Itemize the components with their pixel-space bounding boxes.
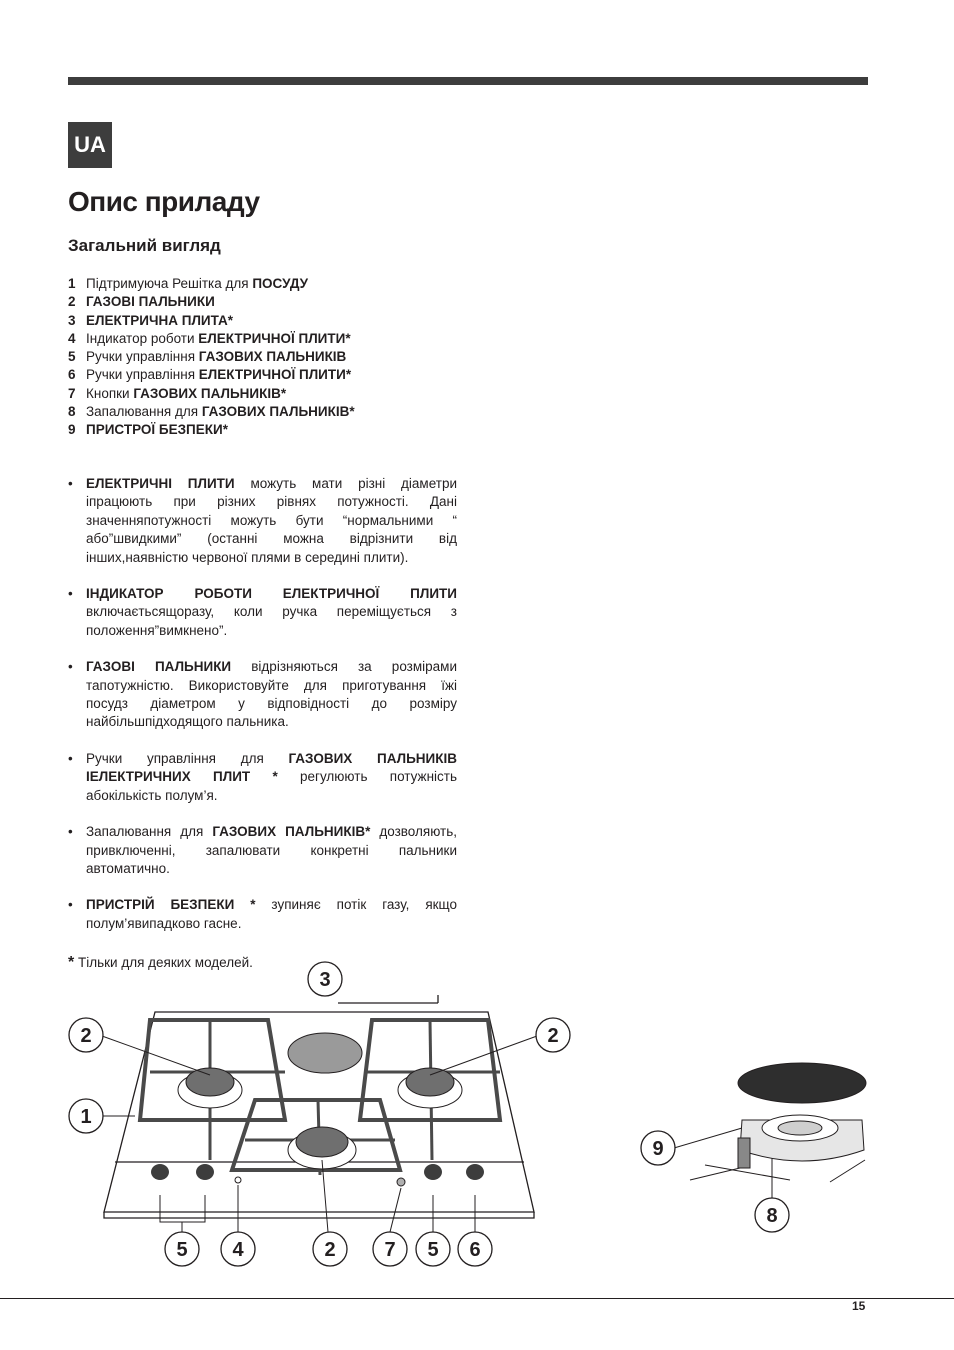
svg-text:6: 6	[469, 1239, 481, 1261]
svg-text:2: 2	[547, 1025, 559, 1047]
gas-knob-3	[424, 1164, 442, 1180]
gas-burner-center	[296, 1127, 348, 1157]
svg-text:8: 8	[766, 1205, 778, 1227]
callout-3	[308, 962, 342, 996]
hotplate-knob	[466, 1164, 484, 1180]
gas-burner-right	[406, 1068, 454, 1096]
list-item: 5 Ручки управління ГАЗОВИХ ПАЛЬНИКІВ	[68, 349, 347, 365]
svg-text:2: 2	[80, 1025, 92, 1047]
callout-8	[755, 1198, 789, 1232]
callout-2-left	[69, 1018, 103, 1052]
section-subtitle: Загальний вигляд	[68, 236, 221, 255]
list-item: 3 ЕЛЕКТРИЧНА ПЛИТА*	[68, 312, 234, 328]
svg-text:1: 1	[80, 1106, 92, 1128]
bullet-item: • ГАЗОВІ ПАЛЬНИКИ відрізняються за розмірами тапотужністю. Використовуйте для приготування їжі посудз діаметром у відповідності до розміру найбільшпідходящого пальника.	[68, 659, 457, 730]
callout-2-bottom	[313, 1232, 347, 1266]
list-item: 6 Ручки управління ЕЛЕКТРИЧНОЇ ПЛИТИ*	[68, 367, 352, 383]
bullet-item: • ПРИСТРІЙ БЕЗПЕКИ * зупиняє потік газу, якщо полум’явипадково гасне.	[68, 897, 457, 931]
callout-5-left	[165, 1232, 199, 1266]
list-item: 1 Підтримуюча Решітка для ПОСУДУ	[68, 276, 308, 291]
gas-knob-1	[151, 1164, 169, 1180]
callout-2-right	[536, 1018, 570, 1052]
page-title: Опис приладу	[68, 186, 260, 217]
svg-text:3: 3	[319, 969, 331, 991]
list-item: 7 Кнопки ГАЗОВИХ ПАЛЬНИКІВ*	[68, 385, 287, 401]
burner-detail-illustration	[690, 1063, 866, 1182]
electric-hotplate	[288, 1033, 362, 1073]
list-item: 4 Індикатор роботи ЕЛЕКТРИЧНОЇ ПЛИТИ*	[68, 330, 351, 346]
gas-knob-2	[196, 1164, 214, 1180]
svg-text:9: 9	[652, 1138, 664, 1160]
bullet-item: • Ручки управління для ГАЗОВИХ ПАЛЬНИКІВ ІЕЛЕКТРИЧНИХ ПЛИТ * регулюють потужність абокількість полум’я.	[68, 750, 457, 803]
callout-9	[641, 1131, 675, 1165]
list-item: 2 ГАЗОВІ ПАЛЬНИКИ	[68, 294, 215, 310]
footnote: * Тільки для деяких моделей.	[68, 954, 253, 971]
language-badge: UA	[68, 122, 112, 168]
svg-text:2: 2	[324, 1239, 336, 1261]
ignition-button	[397, 1178, 405, 1186]
svg-text:7: 7	[384, 1239, 396, 1261]
callout-6	[458, 1232, 492, 1266]
svg-text:5: 5	[427, 1239, 439, 1261]
callout-4	[221, 1232, 255, 1266]
callout-5-right	[416, 1232, 450, 1266]
indicator-light	[235, 1177, 241, 1183]
bullet-item: • ІНДИКАТОР РОБОТИ ЕЛЕКТРИЧНОЇ ПЛИТИ включаєтьсящоразу, коли ручка переміщується з положення”вимкнено”.	[68, 586, 457, 638]
svg-text:4: 4	[232, 1239, 244, 1261]
callout-1	[69, 1099, 103, 1133]
list-item: 9 ПРИСТРОЇ БЕЗПЕКИ*	[68, 422, 228, 438]
bullet-item: • Запалювання для ГАЗОВИХ ПАЛЬНИКІВ* дозволяють, привключенні, запалювати конкретні пальники автоматично.	[68, 824, 458, 876]
page-number: 15	[852, 1299, 866, 1313]
list-item: 8 Запалювання для ГАЗОВИХ ПАЛЬНИКІВ*	[68, 404, 355, 420]
callout-7	[373, 1232, 407, 1266]
bottom-rule	[0, 1298, 954, 1299]
gas-burner-left	[186, 1068, 234, 1096]
bullet-item: • ЕЛЕКТРИЧНІ ПЛИТИ можуть мати різні діаметри іпрацюють при різних рівнях потужності. Дані значенняпотужності можуть бути “нормальними “ або”швидкими” (останні можна відрізнити від інших,наявністю червоної плями в середині плити).	[68, 476, 457, 565]
hob-illustration	[104, 995, 534, 1218]
svg-text:5: 5	[176, 1239, 188, 1261]
